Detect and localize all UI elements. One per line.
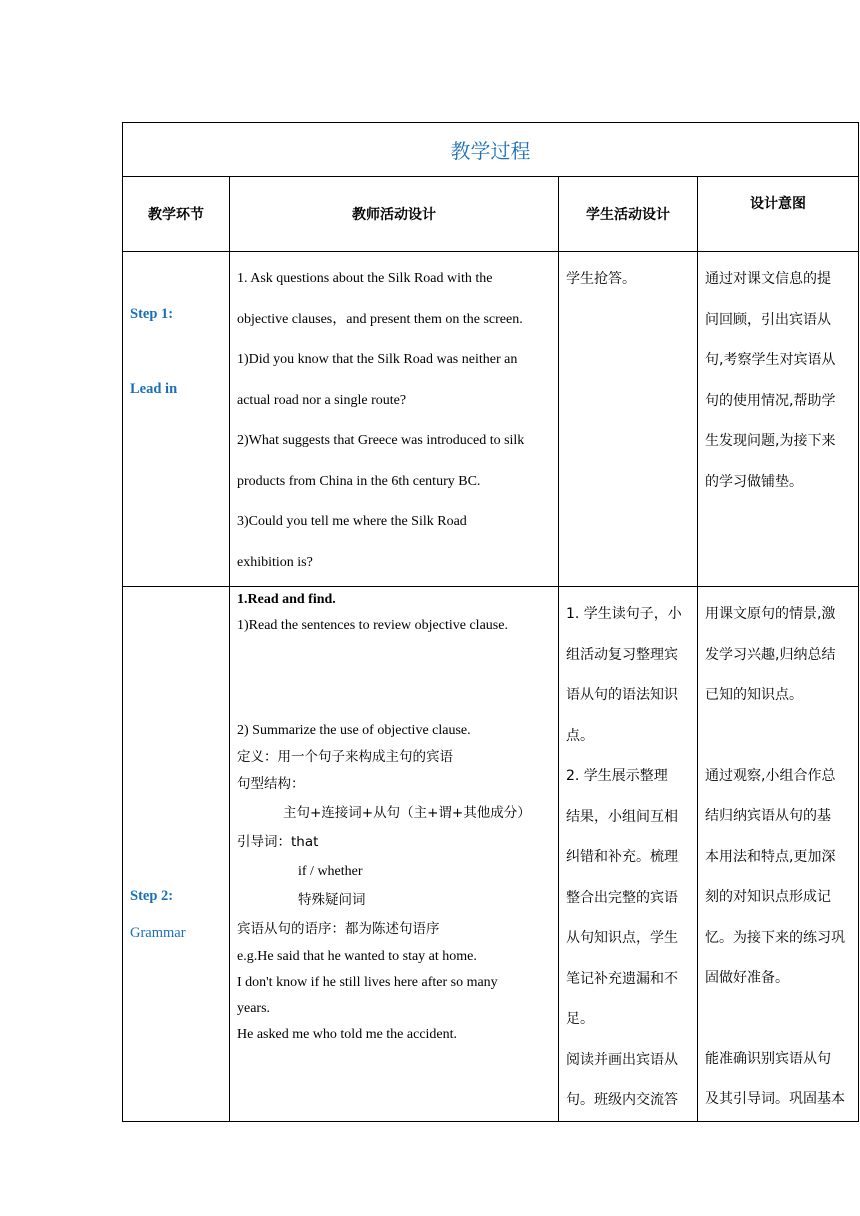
step2-intro3: 特殊疑问词: [298, 892, 366, 908]
step1-teacher-line: 1)Did you know that the Silk Road was neither an: [237, 352, 518, 367]
spacer: [705, 999, 851, 1039]
step1-teacher-line: objective clauses，and present them on the screen.: [237, 311, 523, 327]
step2-example: e.g.He said that he wanted to stay at home.: [237, 949, 477, 964]
step2-definition: 定义：用一个句子来构成主句的宾语: [237, 749, 453, 765]
step2-label: Step 2:: [130, 888, 174, 904]
lesson-table: [122, 122, 859, 1122]
spacer: [705, 716, 851, 756]
step2-intent-line: 刻的对知识点形成记: [705, 889, 831, 905]
step2-student-line: 足。: [566, 1011, 594, 1027]
header-col1: 教学环节: [123, 177, 230, 252]
step2-structure: 主句+连接词+从句（主+谓+其他成分）: [283, 805, 531, 821]
step2-intent-line: 本用法和特点,更加深: [705, 848, 836, 865]
header-col4: 设计意图: [698, 177, 859, 252]
table-title-cell: [123, 123, 859, 177]
step2-intent-cell: [698, 587, 859, 1122]
step2-intent-line: 忆。为接下来的练习巩: [705, 929, 845, 946]
header-row: [123, 177, 859, 252]
step1-teacher-line: 3)Could you tell me where the Silk Road: [237, 514, 467, 529]
step2-teacher-cell: [230, 587, 559, 1122]
step2-teacher-line: 1)Read the sentences to review objective clause.: [237, 618, 508, 633]
step2-student-line: 点。: [566, 727, 594, 744]
step2-student-line: 结果，小组间互相: [566, 808, 678, 825]
step1-intent-line: 的学习做铺垫。: [705, 473, 803, 490]
step2-structure-label: 句型结构：: [237, 776, 305, 792]
step2-student-line: 语从句的语法知识: [566, 687, 678, 703]
step1-teacher-cell: [230, 252, 559, 587]
step2-student-cell: [559, 587, 698, 1122]
step2-sub: Grammar: [130, 925, 186, 941]
step1-intent-line: 句的使用情况,帮助学: [705, 392, 836, 409]
step2-intro-label: 引导词：that: [237, 834, 319, 850]
step1-student-cell: [559, 252, 698, 587]
step2-intent-line: 及其引导词。巩固基本: [705, 1091, 845, 1107]
header-col2: 教师活动设计: [230, 177, 559, 252]
step2-intent-line: 用课文原句的情景,激: [705, 606, 836, 622]
step2-intent-line: 已知的知识点。: [705, 687, 803, 703]
step2-intent-line: 发学习兴趣,归纳总结: [705, 646, 836, 663]
step2-intent-line: 结归纳宾语从句的基: [705, 808, 831, 824]
step2-teacher-heading: 1.Read and find.: [237, 592, 336, 607]
step2-intent-line: 固做好准备。: [705, 970, 789, 986]
step2-student-line: 1. 学生读句子，小: [566, 606, 682, 622]
header-col3: 学生活动设计: [559, 177, 698, 252]
step2-student-line: 纠错和补充。梳理: [566, 849, 678, 865]
step2-student-line: 组活动复习整理宾: [566, 646, 678, 663]
step2-student-line: 句。班级内交流答: [566, 1092, 678, 1108]
step2-label-cell: [123, 587, 230, 1122]
step2-word-order: 宾语从句的语序：都为陈述句语序: [237, 921, 440, 937]
step2-example: He asked me who told me the accident.: [237, 1027, 458, 1042]
step2-student-line: 笔记补充遗漏和不: [566, 970, 678, 987]
step1-intent-line: 通过对课文信息的提: [705, 271, 831, 287]
step2-row: [123, 587, 859, 1122]
step2-teacher-line: 2) Summarize the use of objective clause.: [237, 723, 471, 738]
step1-intent-line: 句,考察学生对宾语从: [705, 352, 836, 368]
step1-student-line: 学生抢答。: [566, 271, 636, 287]
step1-teacher-line: 1. Ask questions about the Silk Road with the: [237, 271, 493, 286]
step2-student-line: 2. 学生展示整理: [566, 768, 668, 784]
step2-intent-line: 通过观察,小组合作总: [705, 767, 836, 784]
step1-sub: Lead in: [130, 381, 178, 397]
step2-example: years.: [237, 1001, 271, 1016]
step1-teacher-line: actual road nor a single route?: [237, 392, 407, 408]
step1-row: [123, 252, 859, 587]
step1-teacher-line: products from China in the 6th century BC.: [237, 473, 481, 489]
step2-example: I don't know if he still lives here after so many: [237, 975, 498, 990]
step1-label: Step 1:: [130, 306, 174, 322]
step1-teacher-line: 2)What suggests that Greece was introduced to silk: [237, 433, 525, 448]
step1-intent-cell: [698, 252, 859, 587]
step1-teacher-line: exhibition is?: [237, 554, 313, 570]
step2-student-line: 阅读并画出宾语从: [566, 1051, 678, 1068]
step2-intro2: if / whether: [298, 864, 363, 879]
step1-intent-line: 问回顾，引出宾语从: [705, 311, 831, 328]
step2-intent-line: 能准确识别宾语从句: [705, 1050, 831, 1067]
step1-label-cell: [123, 252, 230, 587]
step2-student-line: 整合出完整的宾语: [566, 889, 678, 906]
step1-intent-line: 生发现问题,为接下来: [705, 433, 836, 449]
step2-student-line: 从句知识点，学生: [566, 930, 678, 946]
table-title: 教学过程: [450, 139, 531, 163]
